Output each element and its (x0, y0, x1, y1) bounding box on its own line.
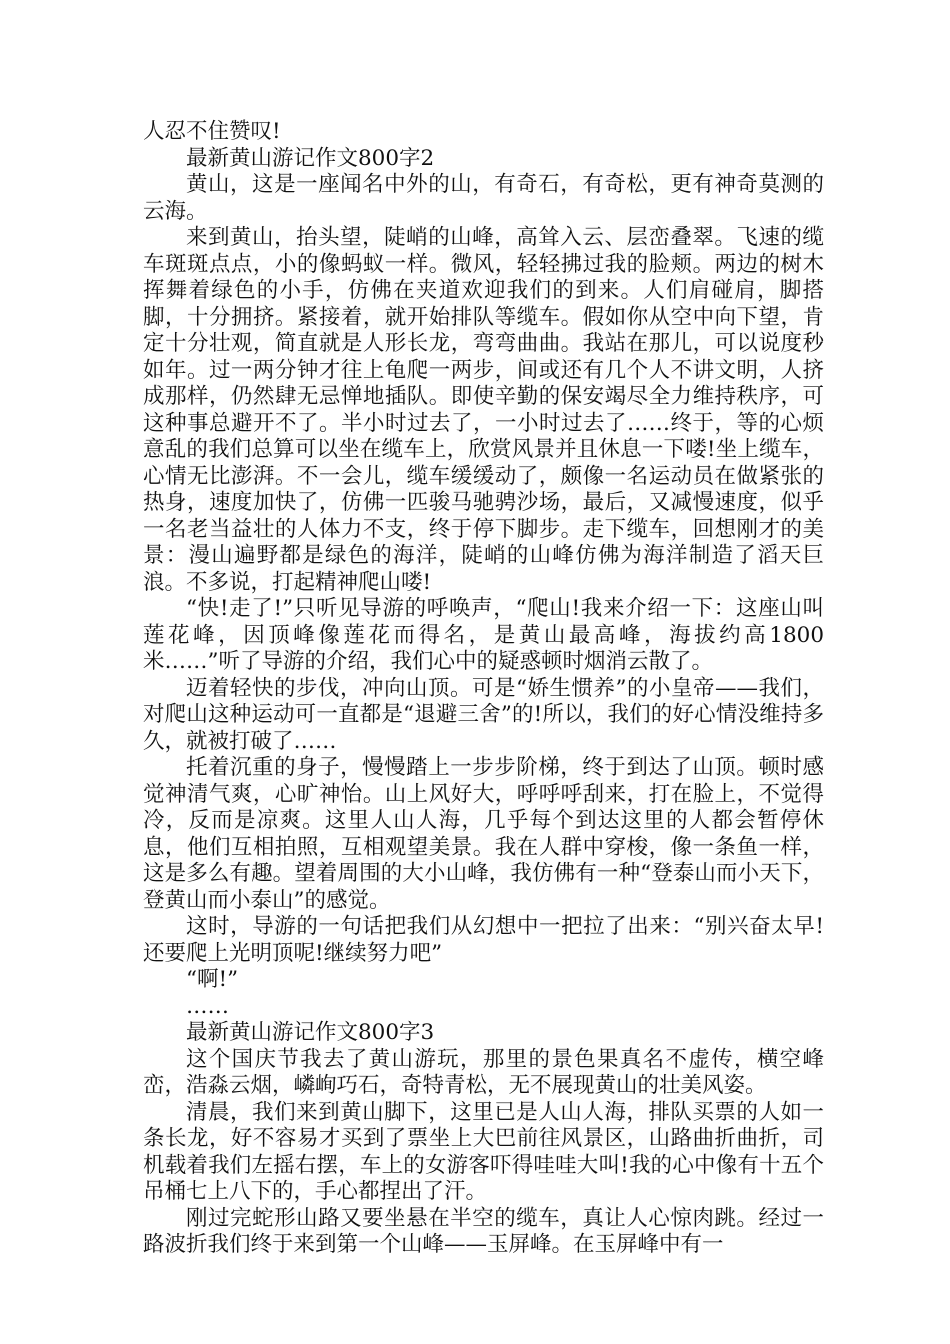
paragraph: “啊!” (186, 967, 239, 992)
section-heading: 最新黄山游记作文800字2 (186, 145, 435, 171)
paragraph: “快!走了!”只听见导游的呼唤声，“爬山!我来介绍一下：这座山叫莲花峰，因顶峰像莲花而得名，是黄山最高峰，海拔约高1800米……”听了导游的介绍，我们心中的疑惑顿时烟消云散了。 (143, 596, 824, 674)
document-page (143, 119, 824, 1259)
section-heading: 最新黄山游记作文800字3 (186, 1020, 435, 1045)
paragraph: 托着沉重的身子，慢慢踏上一步步阶梯，终于到达了山顶。顿时感觉神清气爽，心旷神怡。山上风好大，呼呼呼刮来，打在脸上，不觉得冷，反而是凉爽。这里人山人海，几乎每个到达这里的人都会暂停休息，他们互相拍照，互相观望美景。我在人群中穿梭，像一条鱼一样，这是多么有趣。望着周围的大小山峰，我仿佛有一种“登泰山而小天下，登黄山而小泰山”的感觉。 (143, 755, 824, 913)
paragraph: 清晨，我们来到黄山脚下，这里已是人山人海，排队买票的人如一条长龙，好不容易才买到了票坐上大巴前往风景区，山路曲折曲折，司机载着我们左摇右摆，车上的女游客吓得哇哇大叫!我的心中像有十五个吊桶七上八下的，手心都捏出了汗。 (143, 1099, 824, 1204)
paragraph: 来到黄山，抬头望，陡峭的山峰，高耸入云、层峦叠翠。飞速的缆车斑斑点点，小的像蚂蚁一样。微风，轻轻拂过我的脸颊。两边的树木挥舞着绿色的小手，仿佛在夹道欢迎我们的到来。人们肩碰肩，脚搭脚，十分拥挤。紧接着，就开始排队等缆车。假如你从空中向下望，肯定十分壮观，简直就是人形长龙，弯弯曲曲。我站在那儿，可以说度秒如年。过一两分钟才往上龟爬一两步，间或还有几个人不讲文明，人挤成那样，仍然肆无忌惮地插队。即使辛勤的保安竭尽全力维持秩序，可这种事总避开不了。半小时过去了，一小时过去了……终于，等的心烦意乱的我们总算可以坐在缆车上，欣赏风景并且休息一下喽!坐上缆车，心情无比澎湃。不一会儿，缆车缓缓动了，颇像一名运动员在做紧张的热身，速度加快了，仿佛一匹骏马驰骋沙场，最后，又减慢速度，似乎一名老当益壮的人体力不支，终于停下脚步。走下缆车，回想刚才的美景：漫山遍野都是绿色的海洋，陡峭的山峰仿佛为海洋制造了滔天巨浪。不多说，打起精神爬山喽! (143, 225, 824, 595)
paragraph: 迈着轻快的步伐，冲向山顶。可是“娇生惯养”的小皇帝——我们，对爬山这种运动可一直都是“退避三舍”的!所以，我们的好心情没维持多久，就被打破了…… (143, 675, 824, 754)
paragraph: 刚过完蛇形山路又要坐悬在半空的缆车，真让人心惊肉跳。经过一路波折我们终于来到第一个山峰——玉屏峰。在玉屏峰中有一 (143, 1205, 824, 1257)
paragraph: …… (186, 993, 229, 1019)
paragraph: 人忍不住赞叹! (143, 119, 281, 144)
paragraph: 黄山，这是一座闻名中外的山，有奇石，有奇松，更有神奇莫测的云海。 (143, 172, 824, 224)
paragraph: 这个国庆节我去了黄山游玩，那里的景色果真名不虚传，横空峰峦，浩淼云烟，嶙峋巧石，奇特青松，无不展现黄山的壮美风姿。 (143, 1046, 824, 1098)
paragraph: 这时，导游的一句话把我们从幻想中一把拉了出来：“别兴奋太早!还要爬上光明顶呢!继续努力吧” (143, 914, 824, 966)
